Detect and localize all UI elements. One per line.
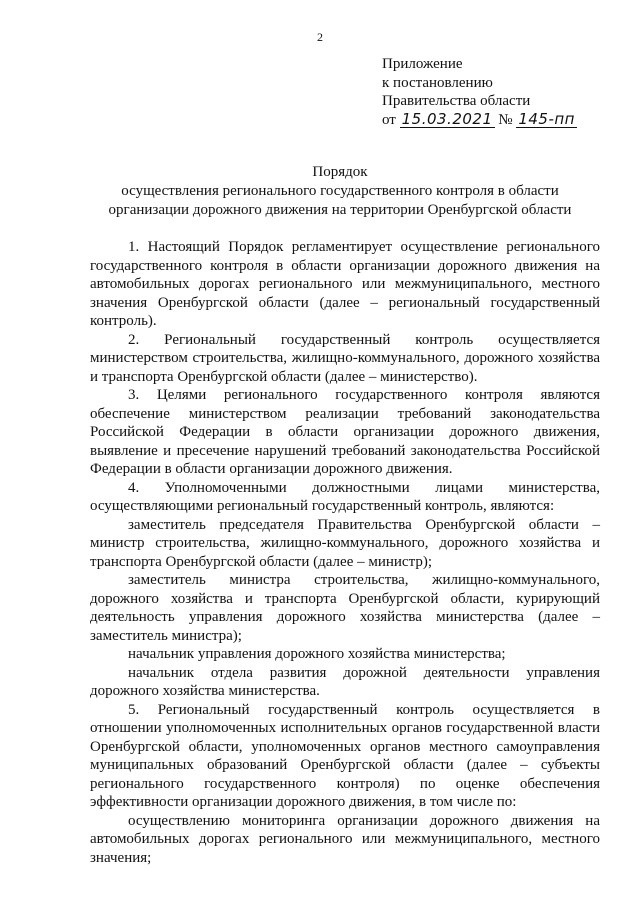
title-line-1: Порядок [312,164,368,180]
appendix-block [382,55,632,129]
paragraph: 2. Региональный государственный контроль осуществляется министерством строительства, жилищно-коммунального, дорожного хозяйства и транспорта Оренбургской области (далее – министерство). [90,331,600,385]
paragraph: 3. Целями регионального государственного контроля являются обеспечение министерством реализации требований законодательства Российской Федерации в области организации дорожного движения, выявление и пресечение нарушений требований законодательства Российской Федерации в области организации дорожного движения. [90,387,600,477]
paragraph: 1. Настоящий Порядок регламентирует осуществление регионального государственного контроля в области организации дорожного движения на автомобильных дорогах регионального или межмуниципального, местного значения Оренбургской области (далее – региональный государственный контроль). [90,239,600,329]
page-number: 2 [317,30,323,44]
appendix-line-1: Приложение [382,56,463,72]
list-item: начальник управления дорожного хозяйства министерства; [128,646,506,662]
paragraph: 5. Региональный государственный контроль осуществляется в отношении уполномоченных исполнительных органов государственной власти Оренбургской области, уполномоченных органов местного самоуправления муниципальных образований Оренбургской области (далее – субъекты регионального государственного контроля) по оценке обеспечения эффективности организации дорожного движения, в том числе по: [90,701,600,810]
appendix-line-3: Правительства области [382,93,531,109]
list-item: начальник отдела развития дорожной деятельности управления дорожного хозяйства министерства. [90,664,600,699]
handwritten-date: 15.03.2021 [401,109,493,128]
number-sign: № [498,111,513,128]
from-label: от [382,111,396,128]
appendix-date-line [382,111,632,130]
list-item: заместитель председателя Правительства Оренбургской области – министр строительства, жилищно-коммунального, дорожного хозяйства и транспорта Оренбургской области (далее – министр); [90,516,600,570]
document-body [90,238,600,867]
title-line-2: осуществления регионального государственного контроля в области [121,183,559,199]
paragraph: 4. Уполномоченными должностными лицами министерства, осуществляющими региональный государственный контроль, являются: [90,479,600,514]
title-line-3: организации дорожного движения на территории Оренбургской области [108,202,572,218]
list-item: осуществлению мониторинга организации дорожного движения на автомобильных дорогах регионального или межмуниципального, местного значения; [90,812,600,866]
appendix-line-2: к постановлению [382,74,493,91]
handwritten-number: 145-пп [518,109,575,128]
document-title [60,163,620,220]
list-item: заместитель министра строительства, жилищно-коммунального, дорожного хозяйства и транспорта Оренбургской области, курирующий деятельность управления дорожного хозяйства министерства (далее – заместитель министра); [90,572,600,644]
